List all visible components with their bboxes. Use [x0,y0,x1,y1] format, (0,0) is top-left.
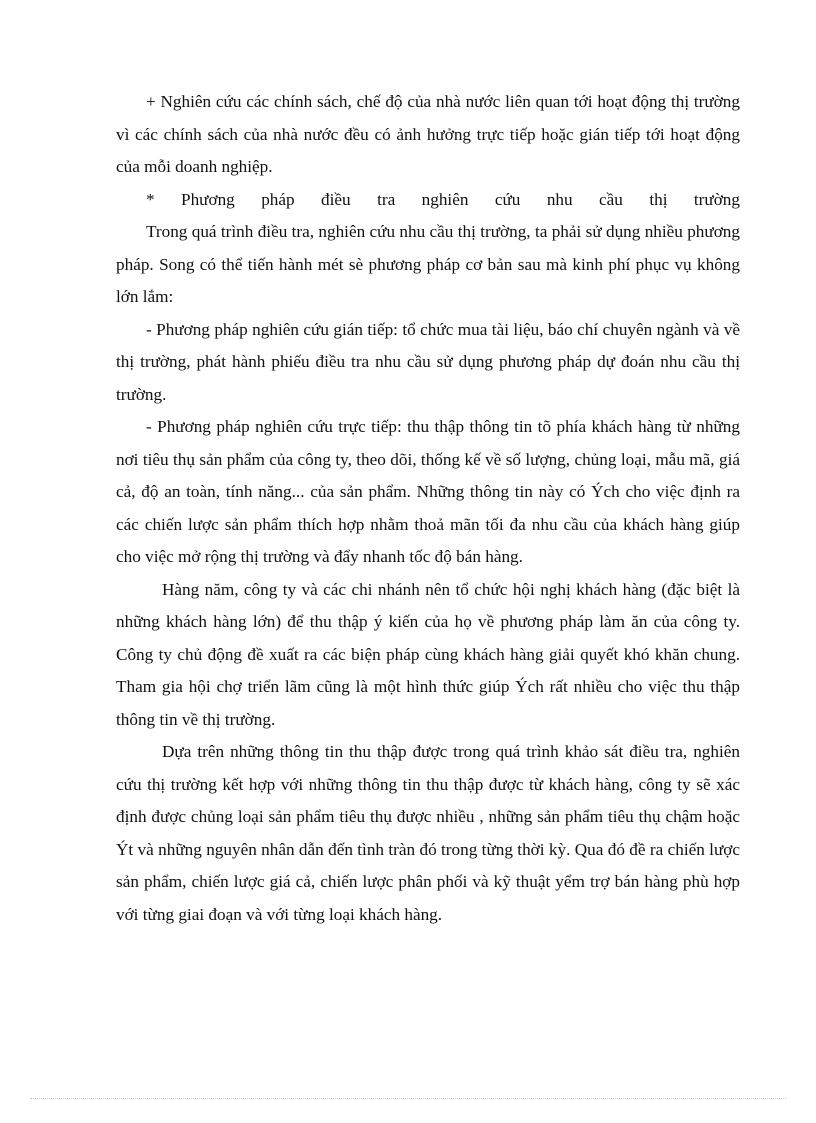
footer-divider [30,1098,786,1099]
paragraph-indirect-method: - Phương pháp nghiên cứu gián tiếp: tổ chức mua tài liệu, báo chí chuyên ngành và về thị trường, phát hành phiếu điều tra nhu cầu sử dụng phương pháp dự đoán nhu cầu thị trường. [116,319,740,404]
paragraph-survey-intro: Trong quá trình điều tra, nghiên cứu nhu cầu thị trường, ta phải sử dụng nhiều phương pháp. Song có thể tiến hành mét sè phương pháp cơ bản sau mà kinh phí phục vụ không lớn lắm: [116,222,740,306]
paragraph-policy-research: + Nghiên cứu các chính sách, chế độ của nhà nước liên quan tới hoạt động thị trường vì các chính sách của nhà nước đều có ảnh hưởng trực tiếp hoặc gián tiếp tới hoạt động của mỗi doanh nghiệp. [116,92,740,176]
document-body [116,86,740,931]
paragraph-direct-method: - Phương pháp nghiên cứu trực tiếp: thu thập thông tin tõ phía khách hàng từ những nơi tiêu thụ sản phẩm của công ty, theo dõi, thống kế về số lượng, chủng loại, mẫu mã, giá cả, độ an toàn, tính năng... của sản phẩm. Những thông tin này có Ých cho việc định ra các chiến lược sản phẩm thích hợp nhằm thoả mãn tối đa nhu cầu của khách hàng giúp cho việc mở rộng thị trường và đẩy nhanh tốc độ bán hàng. [116,417,740,566]
paragraph-strategy-conclusion: Dựa trên những thông tin thu thập được trong quá trình khảo sát điều tra, nghiên cứu thị trường kết hợp với những thông tin thu thập được từ khách hàng, công ty sẽ xác định được chủng loại sản phẩm tiêu thụ được nhiều , những sản phẩm tiêu thụ chậm hoặc Ýt và những nguyên nhân dẫn đến tình tràn đó trong từng thời kỳ. Qua đó đề ra chiến lược sản phẩm, chiến lược giá cả, chiến lược phân phối và kỹ thuật yểm trợ bán hàng phù hợp với từng giai đoạn và với từng loại khách hàng. [116,742,740,924]
paragraph-customer-conference: Hàng năm, công ty và các chi nhánh nên tổ chức hội nghị khách hàng (đặc biệt là những khách hàng lớn) để thu thập ý kiến của họ về phương pháp làm ăn của công ty. Công ty chủ động đề xuất ra các biện pháp cùng khách hàng giải quyết khó khăn chung. Tham gia hội chợ triển lãm cũng là một hình thức giúp Ých rất nhiều cho việc thu thập thông tin về thị trường. [116,579,740,729]
section-heading-survey-methods: * Phương pháp điều tra nghiên cứu nhu cầu thị trường [146,189,740,209]
